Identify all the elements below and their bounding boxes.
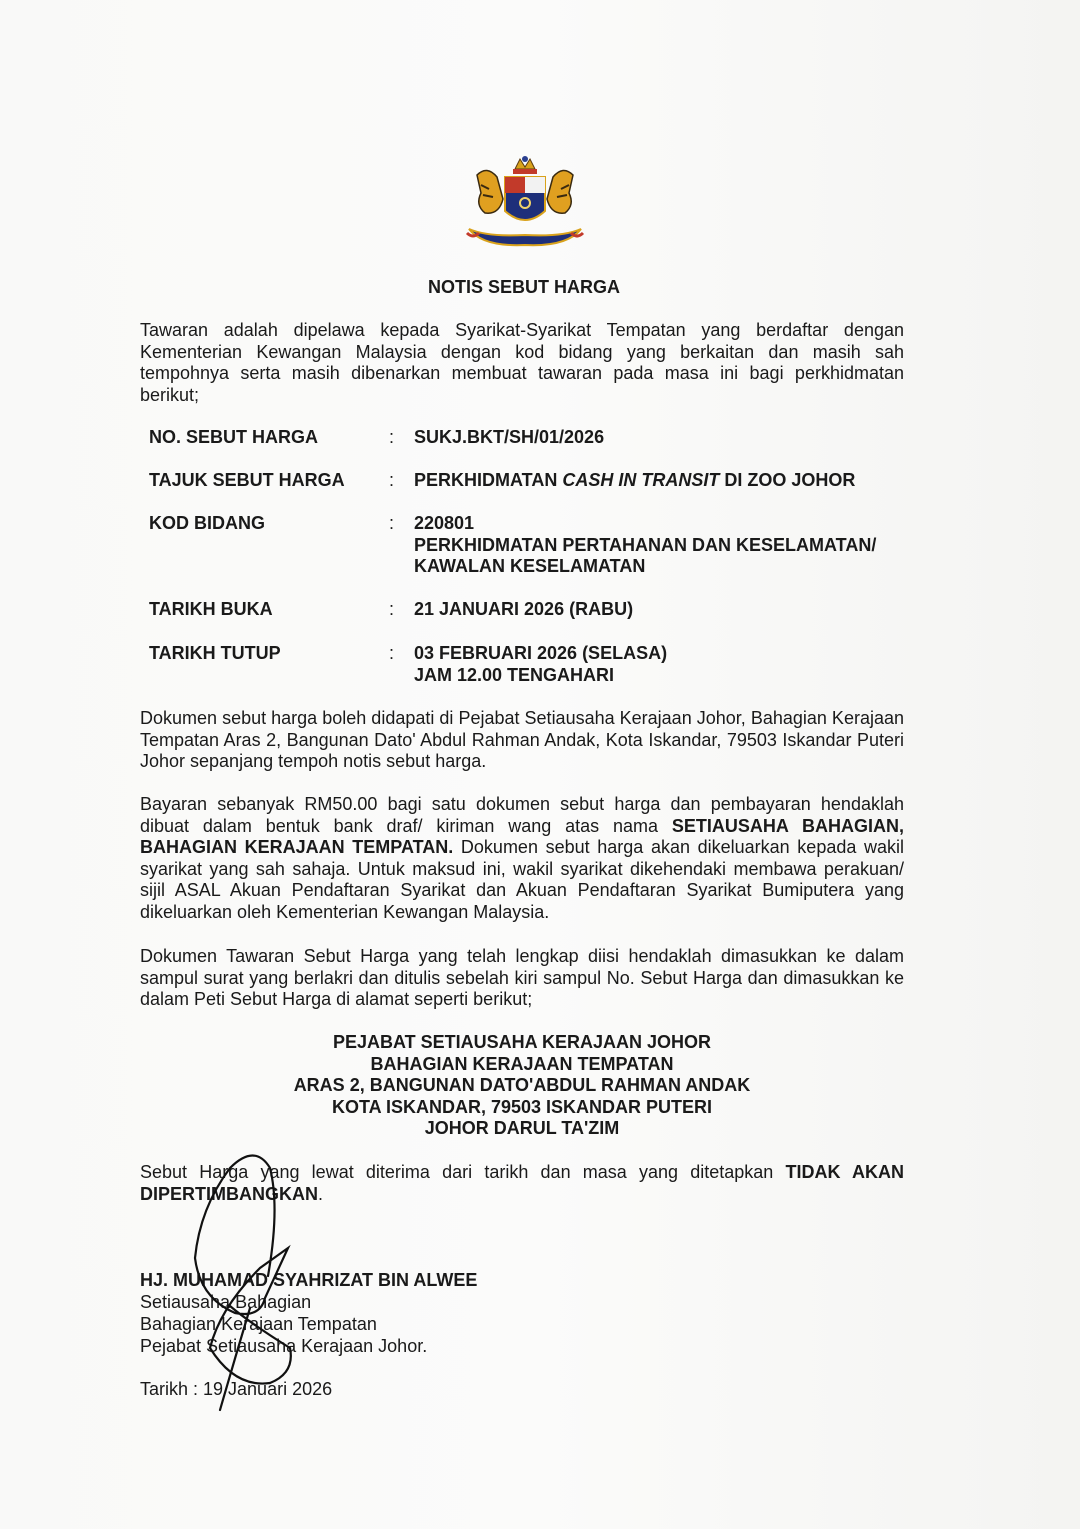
kod-value: 220801 (414, 513, 475, 533)
tajuk-part: PERKHIDMATAN (414, 470, 563, 490)
detail-value (414, 513, 914, 578)
detail-value (414, 470, 914, 492)
text: . (318, 1183, 324, 1204)
address-line: JOHOR DARUL TA'ZIM (424, 1118, 620, 1138)
detail-value: 21 JANUARI 2026 (RABU) (414, 599, 634, 619)
signatory-division: Bahagian Kerajaan Tempatan (140, 1314, 377, 1334)
address-line: PEJABAT SETIAUSAHA KERAJAAN JOHOR (332, 1032, 712, 1052)
bayaran-paragraph (140, 794, 904, 923)
text: Bayaran sebanyak RM50.00 bagi satu dokumen sebut harga dan pembayaran hendaklah dibuat dalam bentuk bank draf/ kiriman wang atas nama (140, 794, 904, 836)
colon: : (389, 643, 395, 663)
tajuk-part: DI ZOO JOHOR (719, 470, 856, 490)
detail-label: TARIKH BUKA (149, 599, 273, 619)
detail-label: NO. SEBUT HARGA (149, 427, 319, 447)
tutup-time: JAM 12.00 TENGAHARI (414, 664, 615, 685)
detail-value (414, 643, 914, 686)
colon: : (389, 599, 395, 619)
tawaran-paragraph: Dokumen Tawaran Sebut Harga yang telah lengkap diisi hendaklah dimasukkan ke dalam sampul surat yang berlakri dan ditulis sebelah kiri sampul No. Sebut Harga dan dimasukkan ke dalam Peti Sebut Harga di alamat seperti berikut; (140, 946, 904, 1009)
kod-desc: KAWALAN KESELAMATAN (414, 556, 646, 576)
detail-label: TAJUK SEBUT HARGA (149, 470, 345, 490)
colon: : (389, 427, 395, 447)
tutup-date: 03 FEBRUARI 2026 (SELASA) (414, 643, 668, 663)
handwritten-signature (140, 1148, 340, 1418)
document-title: NOTIS SEBUT HARGA (427, 277, 620, 297)
signatory-office: Pejabat Setiausaha Kerajaan Johor. (140, 1336, 428, 1356)
bold-text: TIDAK AKAN DIPERTIMBANGKAN (140, 1162, 905, 1204)
text: Dokumen sebut harga akan dikeluarkan kepada wakil syarikat yang sah sahaja. Untuk maksud ini, wakil syarikat dikehendaki membawa perakuan/ sijil ASAL Akuan Pendaftaran Syarikat dan Akuan Pendaftaran Syarikat Bumiputera yang dikeluarkan oleh Kementerian Kewangan Malaysia. (140, 837, 905, 922)
address-line: KOTA ISKANDAR, 79503 ISKANDAR PUTERI (331, 1096, 713, 1117)
detail-value: SUKJ.BKT/SH/01/2026 (414, 427, 605, 447)
signature-date: Tarikh : 19 Januari 2026 (140, 1379, 333, 1399)
address-block (0, 1032, 1044, 1140)
johor-crest-icon (463, 155, 587, 251)
text: Sebut Harga yang lewat diterima dari tarikh dan masa yang ditetapkan (140, 1162, 786, 1182)
detail-label: KOD BIDANG (149, 513, 265, 533)
kod-desc: PERKHIDMATAN PERTAHANAN DAN KESELAMATAN/ (414, 534, 877, 555)
colon: : (389, 470, 395, 490)
tajuk-italic: CASH IN TRANSIT (562, 470, 720, 490)
address-line: BAHAGIAN KERAJAAN TEMPATAN (370, 1053, 674, 1074)
detail-label: TARIKH TUTUP (149, 643, 281, 663)
signatory-position: Setiausaha Bahagian (140, 1292, 312, 1312)
bold-text: SETIAUSAHA BAHAGIAN, BAHAGIAN KERAJAAN TEMPATAN. (140, 815, 904, 857)
address-line: ARAS 2, BANGUNAN DATO'ABDUL RAHMAN ANDAK (293, 1075, 751, 1095)
intro-paragraph: Tawaran adalah dipelawa kepada Syarikat-Syarikat Tempatan yang berdaftar dengan Kementerian Kewangan Malaysia dengan kod bidang yang berkaitan dan masih sah tempohnya serta masih dibenarkan membuat tawaran pada masa ini bagi perkhidmatan berikut; (140, 320, 904, 405)
dokumen-paragraph: Dokumen sebut harga boleh didapati di Pejabat Setiausaha Kerajaan Johor, Bahagian Kerajaan Tempatan Aras 2, Bangunan Dato' Abdul Rahman Andak, Kota Iskandar, 79503 Iskandar Puteri Johor sepanjang tempoh notis sebut harga. (140, 708, 904, 771)
signatory-name: HJ. MUHAMAD SYAHRIZAT BIN ALWEE (140, 1270, 478, 1290)
colon: : (389, 513, 395, 533)
